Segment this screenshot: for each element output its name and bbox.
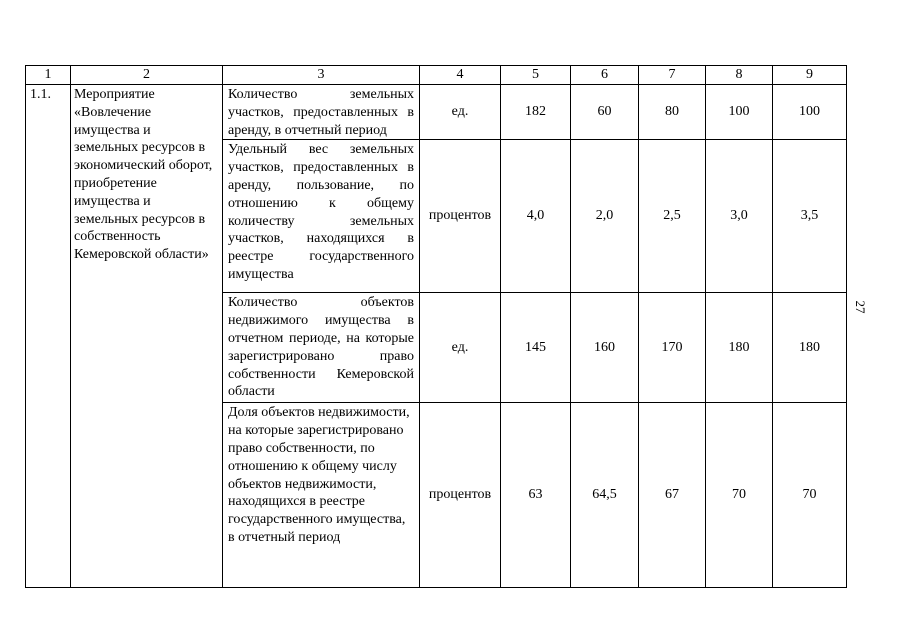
indicator-text: Удельный вес земельных участков, предоставленных в аренду, пользование, по отношению к общему количеству земельных участков, находящихся в реестре государственного имущества [223,140,420,293]
value-cell: 160 [571,293,639,403]
value-cell: 3,0 [706,140,773,293]
value-cell: 170 [639,293,706,403]
column-number-row [26,66,847,85]
unit-cell: ед. [420,293,501,403]
column-header: 4 [420,66,501,85]
value-cell: 2,0 [571,140,639,293]
indicators-table [25,65,847,588]
event-description: Мероприятие «Вовлечение имущества и земельных ресурсов в экономический оборот, приобретение имущества и земельных ресурсов в собственность Кемеровской области» [71,85,223,588]
value-cell: 100 [773,85,847,140]
value-cell: 63 [501,403,571,588]
unit-cell: процентов [420,140,501,293]
indicator-text: Доля объектов недвижимости, на которые зарегистрировано право собственности, по отношению к общему числу объектов недвижимости, находящихся в реестре государственного имущества, в отчетный период [223,403,420,588]
value-cell: 182 [501,85,571,140]
unit-cell: ед. [420,85,501,140]
unit-cell: процентов [420,403,501,588]
section-number: 1.1. [26,85,71,588]
value-cell: 67 [639,403,706,588]
page-number: 27 [853,300,868,314]
value-cell: 4,0 [501,140,571,293]
value-cell: 2,5 [639,140,706,293]
column-header: 6 [571,66,639,85]
value-cell: 70 [706,403,773,588]
value-cell: 80 [639,85,706,140]
value-cell: 100 [706,85,773,140]
column-header: 2 [71,66,223,85]
value-cell: 70 [773,403,847,588]
value-cell: 64,5 [571,403,639,588]
value-cell: 180 [706,293,773,403]
column-header: 7 [639,66,706,85]
indicator-text: Количество земельных участков, предоставленных в аренду, в отчетный период [223,85,420,140]
indicator-text: Количество объектов недвижимого имущества в отчетном периоде, на которые зарегистрировано право собственности Кемеровской области [223,293,420,403]
column-header: 5 [501,66,571,85]
value-cell: 145 [501,293,571,403]
value-cell: 3,5 [773,140,847,293]
column-header: 1 [26,66,71,85]
column-header: 8 [706,66,773,85]
table-row [26,85,847,140]
column-header: 9 [773,66,847,85]
column-header: 3 [223,66,420,85]
value-cell: 180 [773,293,847,403]
value-cell: 60 [571,85,639,140]
